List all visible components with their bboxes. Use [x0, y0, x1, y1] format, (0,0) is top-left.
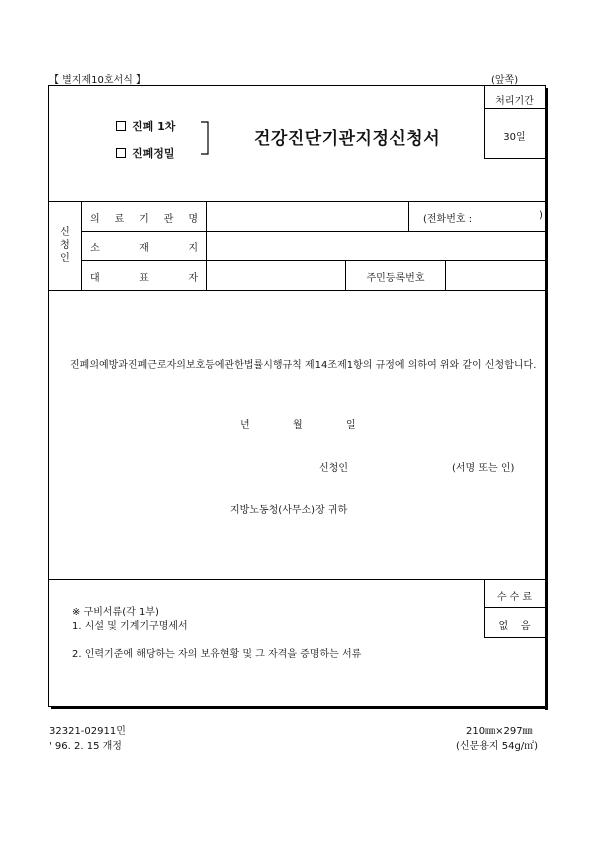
application-statement: 진폐의예방과진폐근로자의보호등에관한법률시행규칙 제14조제1항의 규정에 의하여 위와 같이 신청합니다. [70, 360, 537, 371]
resident-number-label: 주민등록번호 [366, 273, 425, 284]
bracket-icon [199, 121, 211, 155]
address-label: 소 재 지 [90, 243, 198, 254]
form-title: 건강진단기관지정신청서 [254, 129, 441, 149]
fee-value: 없 음 [498, 621, 531, 632]
institution-name-label: 의 료 기 관 명 [90, 214, 198, 225]
fee-label: 수 수 료 [496, 592, 533, 603]
recipient: 지방노동청(사무소)장 귀하 [230, 505, 348, 516]
institution-name-field[interactable] [207, 202, 407, 230]
applicant-signature-label: 신청인 [319, 463, 348, 474]
paper-size: 210㎜×297㎜ [466, 726, 533, 737]
frame-shadow-bottom [51, 706, 548, 709]
phone-close-paren: ) [539, 210, 543, 221]
date-year-label: 년 [240, 420, 250, 431]
option-primary[interactable] [116, 118, 175, 134]
form-code: 32321-02911민 [49, 726, 126, 737]
required-document-item: 1. 시설 및 기계기구명세서 [72, 621, 188, 632]
option-detailed-label: 진폐정밀 [132, 147, 175, 160]
representative-field[interactable] [207, 261, 344, 289]
date-month-label: 월 [293, 420, 303, 431]
representative-label: 대 표 자 [90, 273, 198, 284]
processing-period-label: 처리기간 [495, 96, 534, 107]
date-day-label: 일 [346, 420, 356, 431]
paper-type: (신문용지 54g/㎡) [456, 741, 539, 752]
phone-label: (전화번호 : [423, 214, 473, 225]
option-primary-label: 진폐 1차 [132, 120, 176, 133]
required-documents-heading: ※ 구비서류(각 1부) [72, 607, 159, 618]
processing-period-value: 30일 [503, 132, 526, 143]
page-side-label: (앞쪽) [491, 75, 519, 86]
form-number: 【 별지제10호서식 】 [49, 75, 147, 86]
required-document-item: 2. 인력기준에 해당하는 자의 보유현황 및 그 자격을 증명하는 서류 [72, 649, 362, 660]
applicant-section-label: 신 청 인 [60, 227, 70, 264]
revision-date: ' 96. 2. 15 개정 [49, 741, 122, 752]
checkbox-icon[interactable] [116, 121, 126, 131]
checkbox-icon[interactable] [116, 148, 126, 158]
address-field[interactable] [207, 232, 544, 259]
signature-hint: (서명 또는 인) [452, 463, 515, 474]
phone-field[interactable] [490, 202, 536, 230]
resident-number-field[interactable] [446, 261, 544, 289]
frame-shadow-right [545, 88, 548, 710]
option-detailed[interactable] [116, 145, 175, 161]
